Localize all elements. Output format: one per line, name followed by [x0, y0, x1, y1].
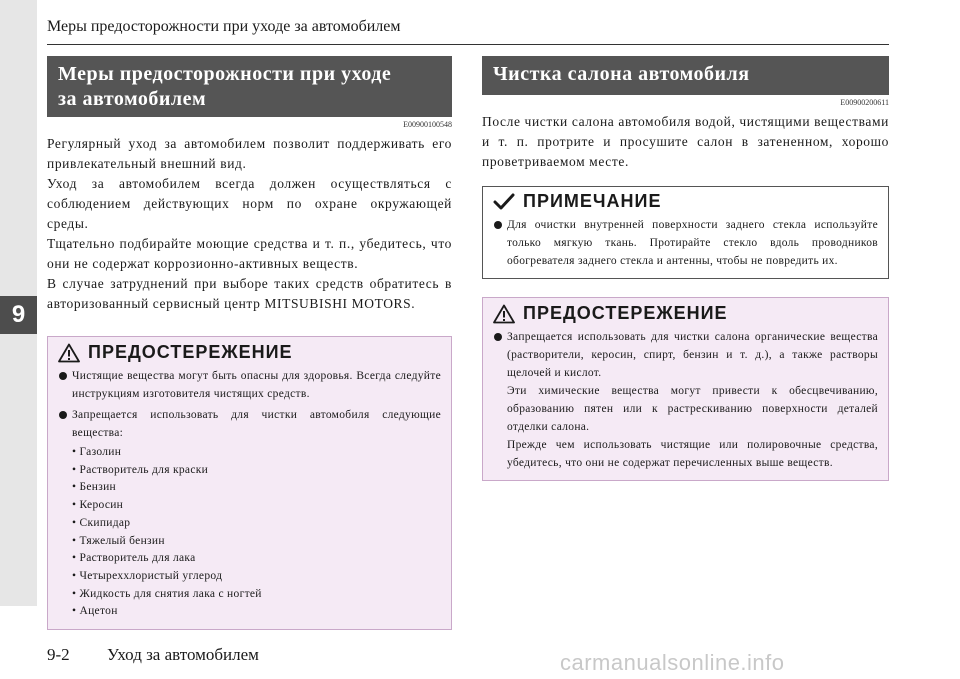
header-rule [47, 44, 889, 45]
warning-triangle-icon [493, 304, 515, 324]
section-title-line-2: за автомобилем [58, 88, 207, 110]
paragraph: После чистки салона автомобиля водой, чистящими веществами и т. п. протрите и просушите салон в затененном, хорошо проветриваемом месте. [482, 114, 889, 169]
list-item: • Керосин [72, 499, 124, 512]
list-item: • Жидкость для снятия лака с ногтей [72, 587, 262, 600]
chapter-tab: 9 [0, 296, 37, 334]
caution-body [48, 365, 451, 629]
watermark: carmanualsonline.info [560, 650, 785, 675]
caution-title: ПРЕДОСТЕРЕЖЕНИЕ [88, 342, 293, 362]
list-item: • Скипидар [72, 516, 131, 529]
warning-triangle-icon [58, 343, 80, 363]
note-body [483, 214, 888, 278]
list-item: Чистящие вещества могут быть опасны для здоровья. Всегда следуйте инструкциям изготовителя чистящих средств. [58, 367, 441, 403]
note-header [483, 187, 888, 214]
page-number: 9-2 [47, 645, 70, 664]
running-header: Меры предосторожности при уходе за автомобилем [47, 18, 401, 35]
paragraph: Уход за автомобилем всегда должен осуществляться с соблюдением действующих норм по охране окружающей среды. [47, 176, 452, 231]
paragraph: В случае затруднений при выборе таких средств обратитесь в авторизованный сервисный центр MITSUBISHI MOTORS. [47, 276, 452, 311]
section-body [482, 112, 889, 172]
note-box [482, 186, 889, 279]
caution-body [483, 326, 888, 480]
section-title-line-1: Чистка салона автомобиля [493, 63, 750, 85]
section-title-care-precautions [47, 56, 452, 117]
caution-header [483, 298, 888, 326]
left-column [47, 56, 452, 630]
list-item: • Газолин [72, 446, 122, 458]
prohibited-substances-list [72, 444, 441, 621]
bullet-continuation: Эти химические вещества могут привести к обесцвечиванию, образованию пятен или к растрескиванию поверхности деталей отделки салона. [507, 385, 878, 433]
section-code: E00900100548 [403, 120, 452, 129]
caution-box [47, 336, 452, 630]
list-item: • Растворитель для краски [72, 463, 209, 476]
list-item: • Ацетон [72, 605, 118, 618]
section-title-line-1: Меры предосторожности при уходе [58, 63, 392, 85]
right-column [482, 56, 889, 481]
section-title-interior-cleaning [482, 56, 889, 95]
note-title: ПРИМЕЧАНИЕ [523, 191, 662, 211]
list-item: • Растворитель для лака [72, 552, 196, 565]
footer-section-title: Уход за автомобилем [107, 645, 259, 664]
bullet-text: Запрещается использовать для чистки салона органические вещества (растворители, керосин, спирт, бензин и т. д.), а также растворы щелочей и кислот. [507, 331, 878, 379]
list-item [493, 328, 878, 472]
section-code: E00900200611 [840, 98, 889, 107]
caution-box [482, 297, 889, 481]
note-checkmark-icon [493, 192, 515, 212]
caution-title: ПРЕДОСТЕРЕЖЕНИЕ [523, 303, 728, 323]
list-item [58, 406, 441, 621]
list-item: Для очистки внутренней поверхности заднего стекла используйте только мягкую ткань. Протирайте стекло вдоль проводников обогревателя заднего стекла и антенны, чтобы не повредить их. [493, 216, 878, 270]
paragraph: Тщательно подбирайте моющие средства и т. п., убедитесь, что они не содержат коррозионно-активных веществ. [47, 236, 452, 271]
list-item: • Бензин [72, 481, 117, 494]
section-body [47, 134, 452, 314]
list-item: • Четыреххлористый углерод [72, 569, 223, 582]
bullet-continuation: Прежде чем использовать чистящие или полировочные средства, убедитесь, что они не содержат перечисленных выше веществ. [507, 439, 878, 469]
list-item: • Тяжелый бензин [72, 534, 165, 547]
caution-header [48, 337, 451, 365]
paragraph: Регулярный уход за автомобилем позволит поддерживать его привлекательный внешний вид. [47, 136, 452, 171]
bullet-text: Запрещается использовать для чистки автомобиля следующие вещества: [72, 409, 441, 439]
